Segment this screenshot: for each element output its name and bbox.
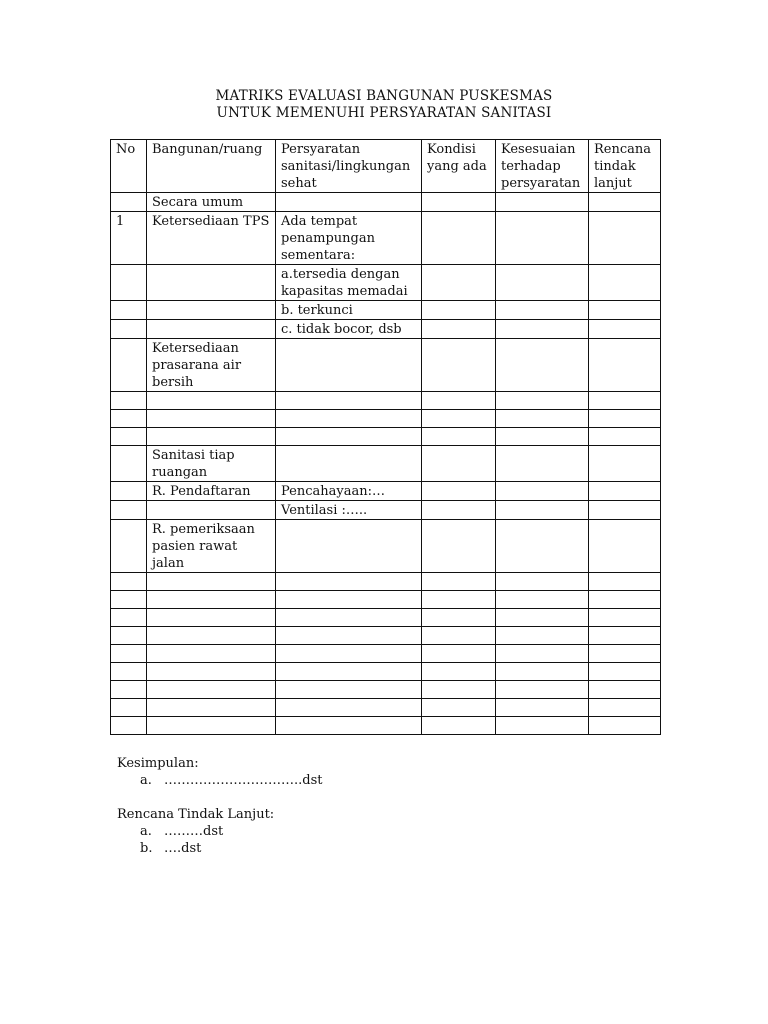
cell-persyaratan — [276, 645, 422, 663]
cell-bangunan — [147, 320, 276, 339]
cell-rencana — [589, 520, 661, 573]
table-row — [111, 265, 661, 301]
cell-bangunan — [147, 392, 276, 410]
rencana-item — [0, 840, 768, 857]
evaluation-matrix-table — [110, 139, 661, 735]
cell-rencana — [589, 645, 661, 663]
cell-rencana — [589, 446, 661, 482]
cell-kondisi — [422, 573, 496, 591]
cell-no — [111, 265, 147, 301]
cell-kondisi — [422, 520, 496, 573]
cell-bangunan — [147, 645, 276, 663]
list-item-text: ….dst — [164, 841, 202, 856]
cell-rencana — [589, 265, 661, 301]
cell-no — [111, 627, 147, 645]
cell-bangunan — [147, 410, 276, 428]
cell-persyaratan: a.tersedia dengan kapasitas memadai — [276, 265, 422, 301]
cell-persyaratan: c. tidak bocor, dsb — [276, 320, 422, 339]
cell-kondisi — [422, 320, 496, 339]
cell-persyaratan — [276, 681, 422, 699]
cell-bangunan — [147, 428, 276, 446]
cell-bangunan: R. Pendaftaran — [147, 482, 276, 501]
cell-rencana — [589, 627, 661, 645]
header-kesesuaian: Kesesuaian terhadap persyaratan — [496, 140, 589, 193]
cell-rencana — [589, 663, 661, 681]
cell-no — [111, 482, 147, 501]
cell-rencana — [589, 193, 661, 212]
table-row — [111, 193, 661, 212]
table-row — [111, 501, 661, 520]
cell-persyaratan — [276, 609, 422, 627]
cell-persyaratan: Ada tempat penampungan sementara: — [276, 212, 422, 265]
cell-persyaratan — [276, 627, 422, 645]
list-item-text: ………dst — [164, 824, 224, 839]
cell-rencana — [589, 609, 661, 627]
table-row — [111, 627, 661, 645]
cell-persyaratan — [276, 717, 422, 735]
table-row — [111, 446, 661, 482]
cell-no — [111, 717, 147, 735]
cell-persyaratan — [276, 663, 422, 681]
cell-persyaratan — [276, 410, 422, 428]
cell-kondisi — [422, 681, 496, 699]
cell-kesesuaian — [496, 193, 589, 212]
cell-kondisi — [422, 699, 496, 717]
cell-rencana — [589, 482, 661, 501]
cell-bangunan — [147, 265, 276, 301]
cell-no — [111, 339, 147, 392]
document-title-line-2: UNTUK MEMENUHI PERSYARATAN SANITASI — [216, 105, 552, 121]
cell-kesesuaian — [496, 609, 589, 627]
cell-rencana — [589, 212, 661, 265]
cell-kondisi — [422, 482, 496, 501]
table-row — [111, 339, 661, 392]
cell-no — [111, 446, 147, 482]
cell-kesesuaian — [496, 591, 589, 609]
table-row — [111, 212, 661, 265]
cell-kesesuaian — [496, 482, 589, 501]
cell-bangunan — [147, 301, 276, 320]
document-title-line-1: MATRIKS EVALUASI BANGUNAN PUSKESMAS — [215, 88, 553, 104]
cell-kesesuaian — [496, 663, 589, 681]
table-row — [111, 681, 661, 699]
cell-no: 1 — [111, 212, 147, 265]
cell-rencana — [589, 339, 661, 392]
rencana-tindak-lanjut-label: Rencana Tindak Lanjut: — [117, 807, 275, 822]
cell-rencana — [589, 717, 661, 735]
table-row — [111, 645, 661, 663]
cell-rencana — [589, 320, 661, 339]
cell-persyaratan — [276, 591, 422, 609]
table-row — [111, 717, 661, 735]
rencana-item — [0, 823, 768, 840]
cell-kondisi — [422, 609, 496, 627]
cell-kondisi — [422, 663, 496, 681]
cell-rencana — [589, 428, 661, 446]
table-row — [111, 520, 661, 573]
cell-kesesuaian — [496, 320, 589, 339]
cell-rencana — [589, 573, 661, 591]
table-row — [111, 428, 661, 446]
cell-no — [111, 193, 147, 212]
cell-kesesuaian — [496, 265, 589, 301]
kesimpulan-item — [0, 772, 768, 789]
cell-kondisi — [422, 428, 496, 446]
header-persyaratan: Persyaratan sanitasi/lingkungan sehat — [276, 140, 422, 193]
cell-persyaratan — [276, 520, 422, 573]
list-marker: a. — [140, 773, 152, 788]
cell-kondisi — [422, 193, 496, 212]
cell-bangunan — [147, 663, 276, 681]
cell-kesesuaian — [496, 212, 589, 265]
cell-no — [111, 681, 147, 699]
cell-rencana — [589, 410, 661, 428]
cell-kesesuaian — [496, 410, 589, 428]
cell-rencana — [589, 681, 661, 699]
cell-bangunan: Secara umum — [147, 193, 276, 212]
cell-rencana — [589, 501, 661, 520]
cell-no — [111, 520, 147, 573]
header-bangunan: Bangunan/ruang — [147, 140, 276, 193]
cell-persyaratan — [276, 193, 422, 212]
cell-kesesuaian — [496, 573, 589, 591]
cell-kesesuaian — [496, 681, 589, 699]
cell-bangunan — [147, 717, 276, 735]
cell-no — [111, 410, 147, 428]
cell-bangunan: Ketersediaan prasarana air bersih — [147, 339, 276, 392]
header-kondisi: Kondisi yang ada — [422, 140, 496, 193]
table-row — [111, 609, 661, 627]
cell-kesesuaian — [496, 627, 589, 645]
cell-no — [111, 428, 147, 446]
cell-no — [111, 320, 147, 339]
cell-rencana — [589, 591, 661, 609]
cell-bangunan — [147, 501, 276, 520]
cell-bangunan — [147, 609, 276, 627]
cell-persyaratan — [276, 428, 422, 446]
cell-persyaratan: b. terkunci — [276, 301, 422, 320]
cell-bangunan: R. pemeriksaan pasien rawat jalan — [147, 520, 276, 573]
cell-persyaratan: Ventilasi :….. — [276, 501, 422, 520]
table-row — [111, 591, 661, 609]
cell-persyaratan — [276, 573, 422, 591]
cell-kesesuaian — [496, 501, 589, 520]
cell-kondisi — [422, 212, 496, 265]
cell-kesesuaian — [496, 392, 589, 410]
cell-rencana — [589, 301, 661, 320]
cell-bangunan: Ketersediaan TPS — [147, 212, 276, 265]
cell-no — [111, 301, 147, 320]
cell-persyaratan — [276, 699, 422, 717]
cell-kondisi — [422, 265, 496, 301]
table-body — [111, 140, 661, 735]
header-no: No — [111, 140, 147, 193]
cell-bangunan — [147, 591, 276, 609]
cell-no — [111, 663, 147, 681]
table-header-row — [111, 140, 661, 193]
cell-kondisi — [422, 301, 496, 320]
cell-kesesuaian — [496, 717, 589, 735]
table-row — [111, 410, 661, 428]
cell-kondisi — [422, 339, 496, 392]
table-row — [111, 392, 661, 410]
list-item-text: …………………………..dst — [164, 773, 323, 788]
list-marker: b. — [140, 841, 153, 856]
cell-no — [111, 573, 147, 591]
cell-bangunan — [147, 699, 276, 717]
cell-kesesuaian — [496, 428, 589, 446]
cell-bangunan — [147, 627, 276, 645]
table-row — [111, 663, 661, 681]
cell-kesesuaian — [496, 645, 589, 663]
cell-no — [111, 609, 147, 627]
table-row — [111, 301, 661, 320]
list-marker: a. — [140, 824, 152, 839]
cell-no — [111, 392, 147, 410]
cell-kondisi — [422, 627, 496, 645]
cell-kondisi — [422, 410, 496, 428]
cell-no — [111, 591, 147, 609]
cell-no — [111, 699, 147, 717]
cell-persyaratan — [276, 446, 422, 482]
cell-persyaratan: Pencahayaan:… — [276, 482, 422, 501]
header-rencana: Rencana tindak lanjut — [589, 140, 661, 193]
cell-bangunan — [147, 573, 276, 591]
kesimpulan-label: Kesimpulan: — [117, 756, 199, 771]
cell-kondisi — [422, 501, 496, 520]
cell-kesesuaian — [496, 339, 589, 392]
cell-kesesuaian — [496, 699, 589, 717]
cell-kesesuaian — [496, 520, 589, 573]
table-row — [111, 573, 661, 591]
cell-kondisi — [422, 392, 496, 410]
cell-kondisi — [422, 591, 496, 609]
cell-persyaratan — [276, 339, 422, 392]
table-row — [111, 699, 661, 717]
cell-bangunan — [147, 681, 276, 699]
table-row — [111, 320, 661, 339]
cell-kesesuaian — [496, 301, 589, 320]
cell-persyaratan — [276, 392, 422, 410]
cell-no — [111, 501, 147, 520]
cell-rencana — [589, 699, 661, 717]
cell-kondisi — [422, 717, 496, 735]
cell-rencana — [589, 392, 661, 410]
cell-kondisi — [422, 446, 496, 482]
cell-no — [111, 645, 147, 663]
cell-kesesuaian — [496, 446, 589, 482]
cell-kondisi — [422, 645, 496, 663]
table-row — [111, 482, 661, 501]
cell-bangunan: Sanitasi tiap ruangan — [147, 446, 276, 482]
